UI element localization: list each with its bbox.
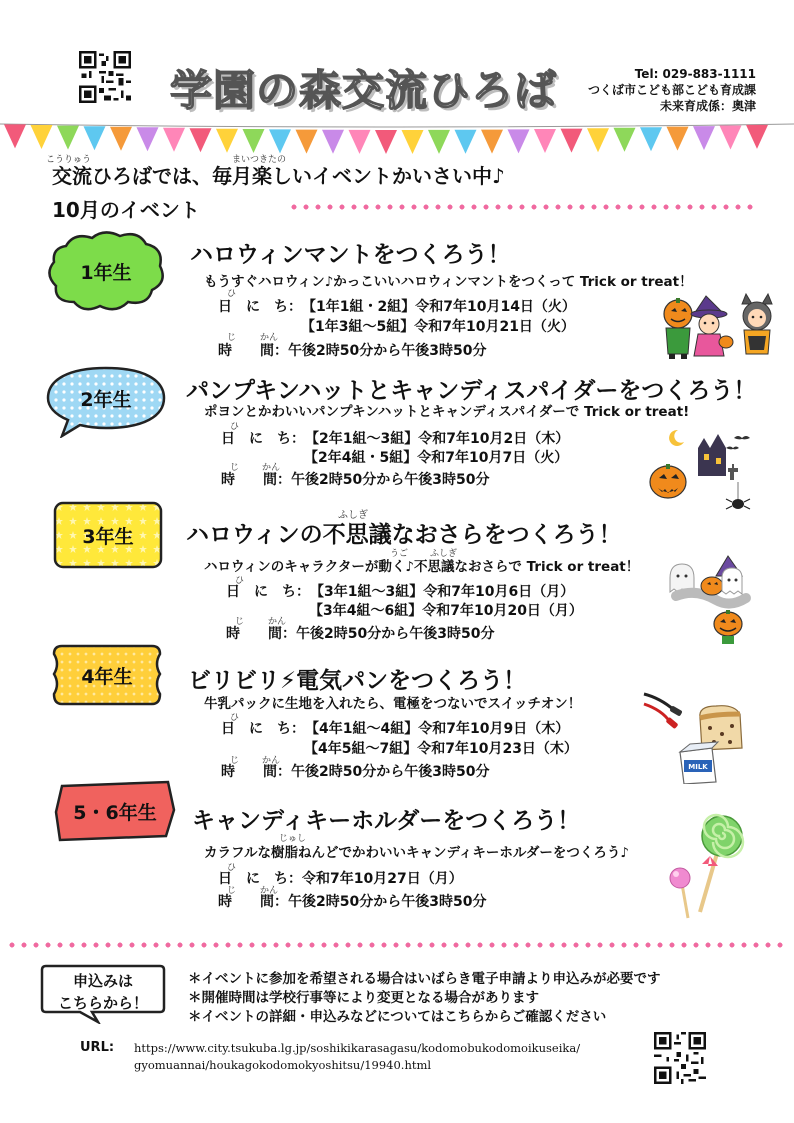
bunting-flag xyxy=(190,128,212,152)
contact-info xyxy=(588,66,756,114)
event-date-row-5 xyxy=(218,868,463,888)
bunting-flag xyxy=(269,129,291,153)
apply-line-1: 申込みは xyxy=(72,972,133,990)
ruby-time-ji-5: じ xyxy=(227,886,237,896)
event-time-row-2 xyxy=(221,469,489,489)
date-label: 日 に ち： xyxy=(221,431,305,447)
bunting-flag xyxy=(349,130,371,154)
event-desc-3: ハロウィンのキャラクターが動く♪不思議なおさらで Trick or treat！ xyxy=(204,559,640,575)
ruby-title-3: ふしぎ xyxy=(338,510,368,521)
bunting-flag xyxy=(587,128,609,152)
dotted-divider-top xyxy=(288,204,758,210)
bunting-flag xyxy=(428,130,450,154)
application-url[interactable] xyxy=(134,1040,580,1074)
event-date-1b: 【1年3組～5組】令和7年10月21日（火） xyxy=(301,319,575,335)
dotted-divider-bottom xyxy=(6,942,788,948)
event-date-3b: 【3年4組～6組】令和7年10月20日（月） xyxy=(309,603,583,619)
apply-here-badge[interactable] xyxy=(38,962,168,1024)
ruby-date-1: ひ xyxy=(227,289,237,299)
grade-badge-3 xyxy=(52,500,164,570)
time-label: 時 間： xyxy=(218,894,288,910)
ruby-desc-jushi: じゅし xyxy=(279,834,307,844)
bunting-flag xyxy=(243,129,265,153)
event-date-3a: 【3年1組～3組】令和7年10月6日（月） xyxy=(310,584,575,600)
milk-label: MILK xyxy=(688,763,708,771)
event-date-row-1a xyxy=(218,296,576,316)
event-desc-4: 牛乳パックに生地を入れたら、電極をつないでスイッチオン！ xyxy=(204,696,582,712)
grade-badge-2 xyxy=(44,364,168,438)
event-time-5: 午後2時50分から午後3時50分 xyxy=(288,894,487,910)
page-title: 学園の森交流ひろば xyxy=(170,66,558,115)
event-title-2: パンプキンハットとキャンディスパイダーをつくろう！ xyxy=(186,378,757,404)
bunting-flag xyxy=(561,129,583,153)
url-line-1[interactable]: https://www.city.tsukuba.lg.jp/soshikikarasagasu/kodomobukodomoikuseika/ xyxy=(134,1041,581,1055)
bunting-flag xyxy=(137,127,159,151)
ruby-time-ji-3: じ xyxy=(235,617,245,627)
grade-badge-4 xyxy=(50,642,164,708)
note-3: ＊イベントの詳細・申込みなどについてはこちらからご確認ください xyxy=(188,1009,607,1025)
bunting-flag xyxy=(534,129,556,153)
ruby-desc-ugoku: うご xyxy=(390,549,409,559)
ruby-date-2: ひ xyxy=(230,422,240,432)
event-desc-1: もうすぐハロウィン♪かっこいいハロウィンマントをつくって Trick or treat！ xyxy=(204,274,693,290)
time-label: 時 間： xyxy=(221,764,291,780)
event-title-1: ハロウィンマントをつくろう！ xyxy=(190,242,511,268)
ruby-time-kan-5: かん xyxy=(260,886,279,896)
ghost-pumpkin-illustration xyxy=(656,550,760,646)
bunting-flag xyxy=(322,130,344,154)
event-date-row-3a xyxy=(226,581,574,601)
electric-bread-illustration xyxy=(640,688,754,784)
event-time-4: 午後2時50分から午後3時50分 xyxy=(291,764,490,780)
url-line-2[interactable]: gyomuannai/houkagokodomokyoshitsu/19940.html xyxy=(134,1058,432,1072)
event-desc-5: カラフルな樹脂ねんどでかわいいキャンディキーホルダーをつくろう♪ xyxy=(204,845,629,861)
time-label: 時 間： xyxy=(218,343,288,359)
footer-notes xyxy=(188,970,661,1027)
event-date-row-2a xyxy=(221,428,569,448)
event-date-2b: 【2年4組・5組】令和7年10月7日（火） xyxy=(304,450,569,466)
event-time-row-5 xyxy=(218,891,486,911)
contact-section: 未来育成係：奥津 xyxy=(659,99,756,113)
ruby-maitsuki: まいつきたの xyxy=(232,155,287,165)
halloween-kids-illustration xyxy=(654,292,782,360)
bunting-flag xyxy=(296,130,318,154)
ruby-time-ji-2: じ xyxy=(230,463,240,473)
event-time-3: 午後2時50分から午後3時50分 xyxy=(296,626,495,642)
bunting-flag xyxy=(693,126,715,150)
grade-label-3: 3年生 xyxy=(82,525,134,548)
event-time-row-1 xyxy=(218,340,486,360)
date-label: 日 に ち： xyxy=(226,584,310,600)
apply-line-2: こちらから！ xyxy=(57,994,148,1012)
ruby-date-5: ひ xyxy=(227,863,237,873)
event-date-row-4a xyxy=(221,718,569,738)
bunting-flag xyxy=(4,124,26,148)
time-label: 時 間： xyxy=(226,626,296,642)
event-date-2a: 【2年1組～3組】令和7年10月2日（木） xyxy=(305,431,570,447)
ruby-time-kan-3: かん xyxy=(268,617,287,627)
grade-label-1: 1年生 xyxy=(80,261,132,284)
grade-label-4: 4年生 xyxy=(81,665,133,688)
date-label: 日 に ち： xyxy=(218,299,302,315)
bunting-flag xyxy=(508,129,530,153)
ruby-time-ji-4: じ xyxy=(230,756,240,766)
bunting-decoration xyxy=(0,120,794,154)
grade-badge-56 xyxy=(52,780,178,842)
ruby-time-ji-1: じ xyxy=(227,333,237,343)
bunting-flag xyxy=(57,126,79,150)
bunting-flag xyxy=(31,125,53,149)
ruby-date-3: ひ xyxy=(235,576,245,586)
lollipop-illustration xyxy=(660,812,750,922)
bunting-flag xyxy=(402,130,424,154)
bunting-flag xyxy=(163,128,185,152)
date-label: 日 に ち： xyxy=(218,871,302,887)
time-label: 時 間： xyxy=(221,472,291,488)
event-title-4: ビリビリ⚡電気パンをつくろう！ xyxy=(188,668,527,694)
grade-label-2: 2年生 xyxy=(80,388,132,411)
event-time-row-3 xyxy=(226,623,494,643)
header-qr-code[interactable] xyxy=(79,51,131,103)
bunting-flag xyxy=(640,127,662,151)
grade-label-56: 5・6年生 xyxy=(73,801,157,824)
apply-text xyxy=(38,970,168,1014)
event-date-4a: 【4年1組～4組】令和7年10月9日（木） xyxy=(305,721,570,737)
bunting-flag xyxy=(746,125,768,149)
bunting-flag xyxy=(667,127,689,151)
event-date-4b: 【4年5組～7組】令和7年10月23日（木） xyxy=(304,741,578,757)
bunting-flag xyxy=(84,126,106,150)
event-date-1a: 【1年1組・2組】令和7年10月14日（火） xyxy=(302,299,576,315)
event-title-3: ハロウィンの不思議なおさらをつくろう！ xyxy=(186,522,622,548)
event-time-row-4 xyxy=(221,761,489,781)
note-2: ＊開催時間は学校行事等により変更となる場合があります xyxy=(188,990,539,1006)
bunting-string xyxy=(0,124,794,127)
grade-badge-1 xyxy=(44,228,168,314)
bunting-flag xyxy=(614,128,636,152)
event-time-1: 午後2時50分から午後3時50分 xyxy=(288,343,487,359)
ruby-time-kan-1: かん xyxy=(260,333,279,343)
event-time-2: 午後2時50分から午後3時50分 xyxy=(291,472,490,488)
bunting-flag xyxy=(481,130,503,154)
contact-tel: Tel: 029-883-1111 xyxy=(634,67,756,81)
note-1: ＊イベントに参加を希望される場合はいばらき電子申請より申込みが必要です xyxy=(188,971,661,987)
ruby-desc-fushigi: ふしぎ xyxy=(430,549,458,559)
contact-department: つくば市こども部こども育成課 xyxy=(587,83,756,97)
bunting-flag xyxy=(375,130,397,154)
event-date-5: 令和7年10月27日（月） xyxy=(302,871,463,887)
event-desc-2: ポヨンとかわいいパンプキンハットとキャンディスパイダーで Trick or treat! xyxy=(204,404,690,420)
bunting-flag xyxy=(720,125,742,149)
month-heading: 10月のイベント xyxy=(52,198,200,222)
ruby-time-kan-4: かん xyxy=(262,756,281,766)
haunted-house-illustration xyxy=(648,424,756,516)
bunting-flag xyxy=(216,129,238,153)
footer-qr-code[interactable] xyxy=(654,1032,706,1084)
bunting-flag xyxy=(455,130,477,154)
date-label: 日 に ち： xyxy=(221,721,305,737)
bunting-flag xyxy=(110,127,132,151)
ruby-time-kan-2: かん xyxy=(262,463,281,473)
ruby-koryu: こうりゅう xyxy=(46,155,92,165)
event-title-5: キャンディキーホルダーをつくろう！ xyxy=(192,808,581,834)
url-label: URL: xyxy=(80,1040,115,1055)
ruby-date-4: ひ xyxy=(230,713,240,723)
intro-sentence: 交流ひろばでは、毎月楽しいイベントかいさい中♪ xyxy=(52,164,505,188)
